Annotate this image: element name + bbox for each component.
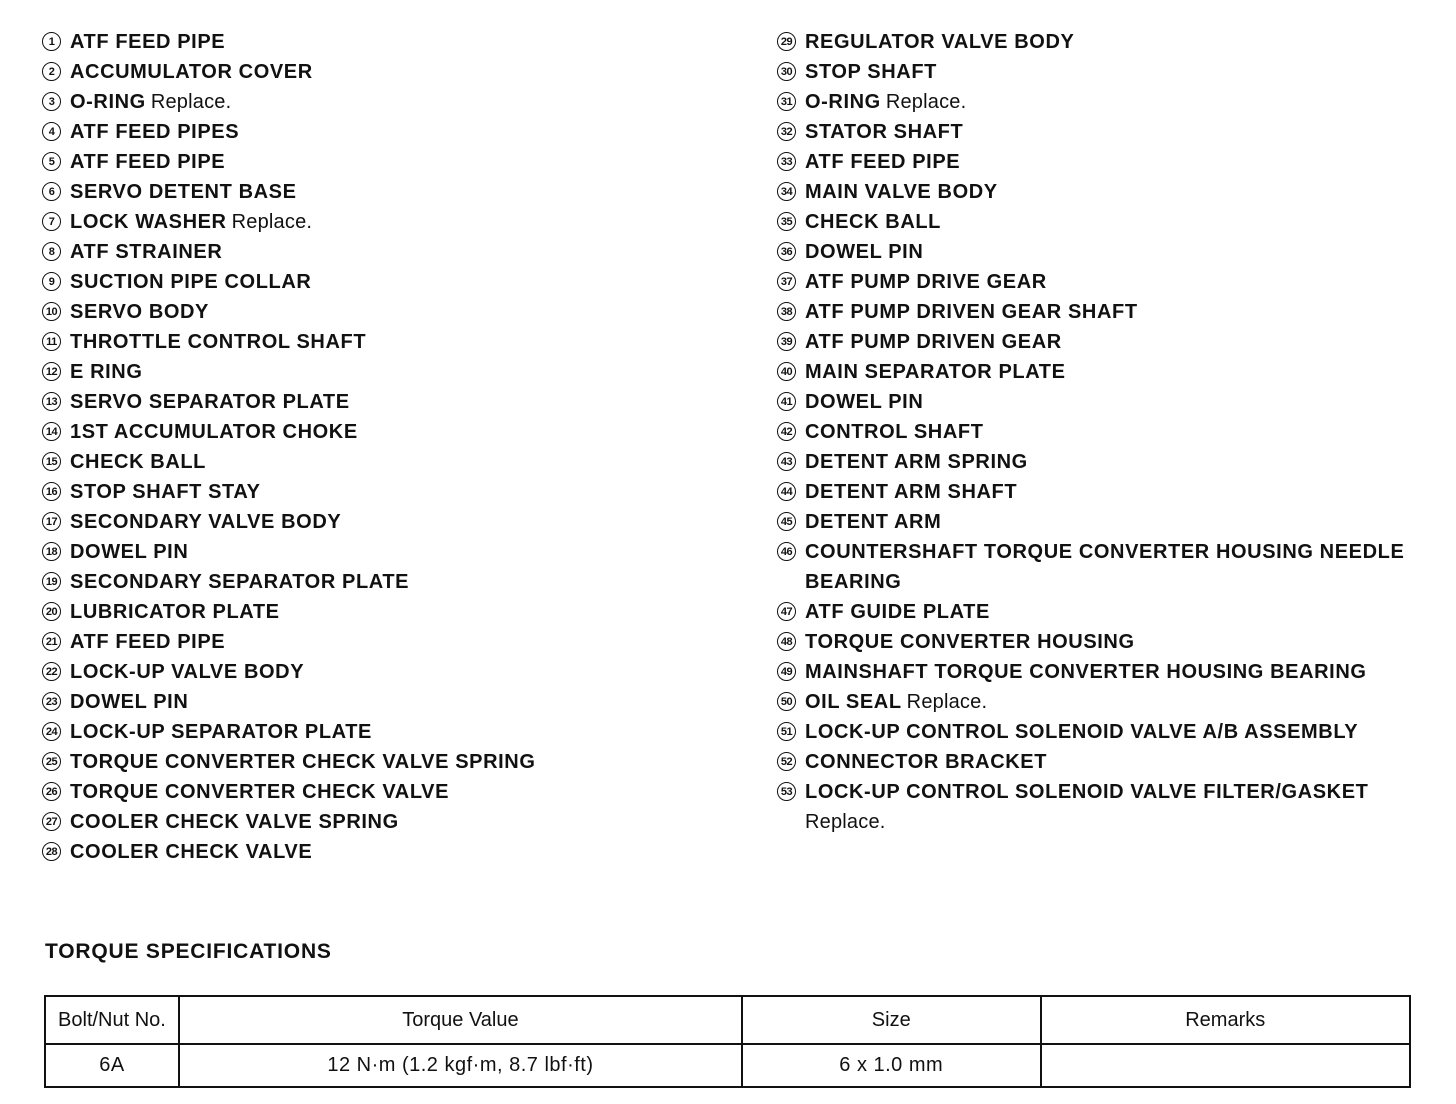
part-item-15	[42, 447, 762, 477]
part-item-48	[777, 627, 1437, 657]
part-name-9: SUCTION PIPE COLLAR	[70, 271, 312, 293]
part-number-6: 6	[42, 182, 61, 201]
part-item-50	[777, 687, 1437, 717]
part-name-5: ATF FEED PIPE	[70, 151, 226, 173]
part-name-29: REGULATOR VALVE BODY	[805, 31, 1075, 53]
part-name-2: ACCUMULATOR COVER	[70, 61, 313, 83]
part-item-4	[42, 117, 762, 147]
part-number-20: 20	[42, 602, 61, 621]
part-name-52: CONNECTOR BRACKET	[805, 751, 1048, 773]
part-number-32: 32	[777, 122, 796, 141]
part-name-32: STATOR SHAFT	[805, 121, 964, 143]
part-name-23: DOWEL PIN	[70, 691, 189, 713]
part-number-27: 27	[42, 812, 61, 831]
part-number-46: 46	[777, 542, 796, 561]
cell-torque-value: 12 N·m (1.2 kgf·m, 8.7 lbf·ft)	[179, 1044, 742, 1087]
part-number-39: 39	[777, 332, 796, 351]
parts-list-right	[777, 27, 1437, 837]
part-item-18	[42, 537, 762, 567]
part-name-37: ATF PUMP DRIVE GEAR	[805, 271, 1047, 293]
part-number-34: 34	[777, 182, 796, 201]
part-name-7: LOCK WASHER	[70, 211, 227, 233]
part-number-49: 49	[777, 662, 796, 681]
part-name-18: DOWEL PIN	[70, 541, 189, 563]
part-name-4: ATF FEED PIPES	[70, 121, 240, 143]
part-number-33: 33	[777, 152, 796, 171]
part-number-53: 53	[777, 782, 796, 801]
cell-bolt-nut-no: 6A	[45, 1044, 179, 1087]
parts-list-left	[42, 27, 762, 867]
part-name-48: TORQUE CONVERTER HOUSING	[805, 631, 1135, 653]
part-name-3: O-RING	[70, 91, 146, 113]
part-item-52	[777, 747, 1437, 777]
part-number-35: 35	[777, 212, 796, 231]
part-number-37: 37	[777, 272, 796, 291]
part-item-23	[42, 687, 762, 717]
cell-size: 6 x 1.0 mm	[742, 1044, 1041, 1087]
part-name-33: ATF FEED PIPE	[805, 151, 961, 173]
part-number-15: 15	[42, 452, 61, 471]
part-number-16: 16	[42, 482, 61, 501]
part-name-16: STOP SHAFT STAY	[70, 481, 261, 503]
header-torque-value: Torque Value	[179, 996, 742, 1044]
part-name-20: LUBRICATOR PLATE	[70, 601, 280, 623]
part-number-40: 40	[777, 362, 796, 381]
part-number-24: 24	[42, 722, 61, 741]
part-item-38	[777, 297, 1437, 327]
torque-spec-table	[44, 995, 1411, 1088]
part-number-48: 48	[777, 632, 796, 651]
part-name-13: SERVO SEPARATOR PLATE	[70, 391, 350, 413]
part-item-22	[42, 657, 762, 687]
part-item-51	[777, 717, 1437, 747]
part-number-28: 28	[42, 842, 61, 861]
part-item-24	[42, 717, 762, 747]
part-note-50: Replace.	[906, 691, 988, 713]
part-number-31: 31	[777, 92, 796, 111]
part-number-44: 44	[777, 482, 796, 501]
part-item-31	[777, 87, 1437, 117]
part-number-9: 9	[42, 272, 61, 291]
part-number-52: 52	[777, 752, 796, 771]
part-name-43: DETENT ARM SPRING	[805, 451, 1028, 473]
part-number-26: 26	[42, 782, 61, 801]
part-item-9	[42, 267, 762, 297]
header-bolt-nut-no: Bolt/Nut No.	[45, 996, 179, 1044]
part-number-51: 51	[777, 722, 796, 741]
part-item-7	[42, 207, 762, 237]
part-name-34: MAIN VALVE BODY	[805, 181, 998, 203]
part-item-36	[777, 237, 1437, 267]
part-number-43: 43	[777, 452, 796, 471]
part-number-13: 13	[42, 392, 61, 411]
part-number-22: 22	[42, 662, 61, 681]
part-number-30: 30	[777, 62, 796, 81]
part-name-31: O-RING	[805, 91, 881, 113]
part-item-16	[42, 477, 762, 507]
part-name-39: ATF PUMP DRIVEN GEAR	[805, 331, 1062, 353]
part-number-4: 4	[42, 122, 61, 141]
part-item-29	[777, 27, 1437, 57]
part-number-17: 17	[42, 512, 61, 531]
part-item-39	[777, 327, 1437, 357]
part-note-7: Replace.	[231, 211, 313, 233]
part-item-11	[42, 327, 762, 357]
part-name-1: ATF FEED PIPE	[70, 31, 226, 53]
part-item-33	[777, 147, 1437, 177]
part-item-27	[42, 807, 762, 837]
part-name-47: ATF GUIDE PLATE	[805, 601, 990, 623]
part-number-42: 42	[777, 422, 796, 441]
part-name-51: LOCK-UP CONTROL SOLENOID VALVE A/B ASSEMBLY	[805, 721, 1359, 743]
part-item-45	[777, 507, 1437, 537]
part-note-53: Replace.	[805, 811, 886, 833]
part-item-32	[777, 117, 1437, 147]
part-number-23: 23	[42, 692, 61, 711]
part-item-34	[777, 177, 1437, 207]
part-item-43	[777, 447, 1437, 477]
table-header-row	[45, 996, 1410, 1044]
part-item-19	[42, 567, 762, 597]
part-name-19: SECONDARY SEPARATOR PLATE	[70, 571, 410, 593]
part-name-12: E RING	[70, 361, 143, 383]
part-item-49	[777, 657, 1437, 687]
header-size: Size	[742, 996, 1041, 1044]
part-name-40: MAIN SEPARATOR PLATE	[805, 361, 1066, 383]
part-name-28: COOLER CHECK VALVE	[70, 841, 313, 863]
part-number-5: 5	[42, 152, 61, 171]
part-item-26	[42, 777, 762, 807]
part-number-25: 25	[42, 752, 61, 771]
part-name-25: TORQUE CONVERTER CHECK VALVE SPRING	[70, 751, 536, 773]
part-note-3: Replace.	[150, 91, 232, 113]
part-number-45: 45	[777, 512, 796, 531]
part-item-40	[777, 357, 1437, 387]
part-name-36: DOWEL PIN	[805, 241, 924, 263]
part-item-6	[42, 177, 762, 207]
part-number-18: 18	[42, 542, 61, 561]
part-number-50: 50	[777, 692, 796, 711]
part-item-17	[42, 507, 762, 537]
part-note-31: Replace.	[885, 91, 967, 113]
part-name-50: OIL SEAL	[805, 691, 902, 713]
table-row	[45, 1044, 1410, 1087]
part-item-37	[777, 267, 1437, 297]
part-number-21: 21	[42, 632, 61, 651]
part-item-47	[777, 597, 1437, 627]
part-name-30: STOP SHAFT	[805, 61, 937, 83]
part-item-20	[42, 597, 762, 627]
part-name-11: THROTTLE CONTROL SHAFT	[70, 331, 367, 353]
part-item-30	[777, 57, 1437, 87]
header-remarks: Remarks	[1041, 996, 1411, 1044]
part-name-15: CHECK BALL	[70, 451, 206, 473]
part-item-41	[777, 387, 1437, 417]
part-item-25	[42, 747, 762, 777]
part-number-41: 41	[777, 392, 796, 411]
cell-remarks	[1041, 1044, 1411, 1087]
part-name-45: DETENT ARM	[805, 511, 942, 533]
part-name-10: SERVO BODY	[70, 301, 209, 323]
part-item-1	[42, 27, 762, 57]
part-item-44	[777, 477, 1437, 507]
part-item-46	[777, 537, 1437, 597]
part-number-8: 8	[42, 242, 61, 261]
part-item-8	[42, 237, 762, 267]
part-name-38: ATF PUMP DRIVEN GEAR SHAFT	[805, 301, 1138, 323]
part-item-53	[777, 777, 1437, 837]
part-name-49: MAINSHAFT TORQUE CONVERTER HOUSING BEARING	[805, 661, 1367, 683]
part-name-44: DETENT ARM SHAFT	[805, 481, 1018, 503]
part-name-42: CONTROL SHAFT	[805, 421, 984, 443]
part-number-36: 36	[777, 242, 796, 261]
part-number-10: 10	[42, 302, 61, 321]
part-item-5	[42, 147, 762, 177]
part-item-28	[42, 837, 762, 867]
part-name-8: ATF STRAINER	[70, 241, 223, 263]
part-item-3	[42, 87, 762, 117]
part-name-41: DOWEL PIN	[805, 391, 924, 413]
part-item-13	[42, 387, 762, 417]
part-item-21	[42, 627, 762, 657]
part-item-42	[777, 417, 1437, 447]
part-name-26: TORQUE CONVERTER CHECK VALVE	[70, 781, 450, 803]
part-name-6: SERVO DETENT BASE	[70, 181, 297, 203]
torque-specifications-title: TORQUE SPECIFICATIONS	[45, 940, 332, 963]
part-number-11: 11	[42, 332, 61, 351]
part-name-17: SECONDARY VALVE BODY	[70, 511, 342, 533]
part-name-21: ATF FEED PIPE	[70, 631, 226, 653]
part-number-1: 1	[42, 32, 61, 51]
part-number-7: 7	[42, 212, 61, 231]
part-number-3: 3	[42, 92, 61, 111]
part-number-14: 14	[42, 422, 61, 441]
part-number-47: 47	[777, 602, 796, 621]
part-number-29: 29	[777, 32, 796, 51]
part-item-2	[42, 57, 762, 87]
part-number-38: 38	[777, 302, 796, 321]
part-name-14: 1ST ACCUMULATOR CHOKE	[70, 421, 358, 443]
part-item-10	[42, 297, 762, 327]
part-name-46: COUNTERSHAFT TORQUE CONVERTER HOUSING NEEDLE BEARING	[805, 541, 1405, 593]
part-name-35: CHECK BALL	[805, 211, 941, 233]
part-item-14	[42, 417, 762, 447]
part-name-22: LOCK-UP VALVE BODY	[70, 661, 305, 683]
part-name-27: COOLER CHECK VALVE SPRING	[70, 811, 399, 833]
part-name-53: LOCK-UP CONTROL SOLENOID VALVE FILTER/GASKET	[805, 781, 1369, 803]
part-item-35	[777, 207, 1437, 237]
part-number-12: 12	[42, 362, 61, 381]
part-item-12	[42, 357, 762, 387]
part-number-19: 19	[42, 572, 61, 591]
part-name-24: LOCK-UP SEPARATOR PLATE	[70, 721, 372, 743]
part-number-2: 2	[42, 62, 61, 81]
